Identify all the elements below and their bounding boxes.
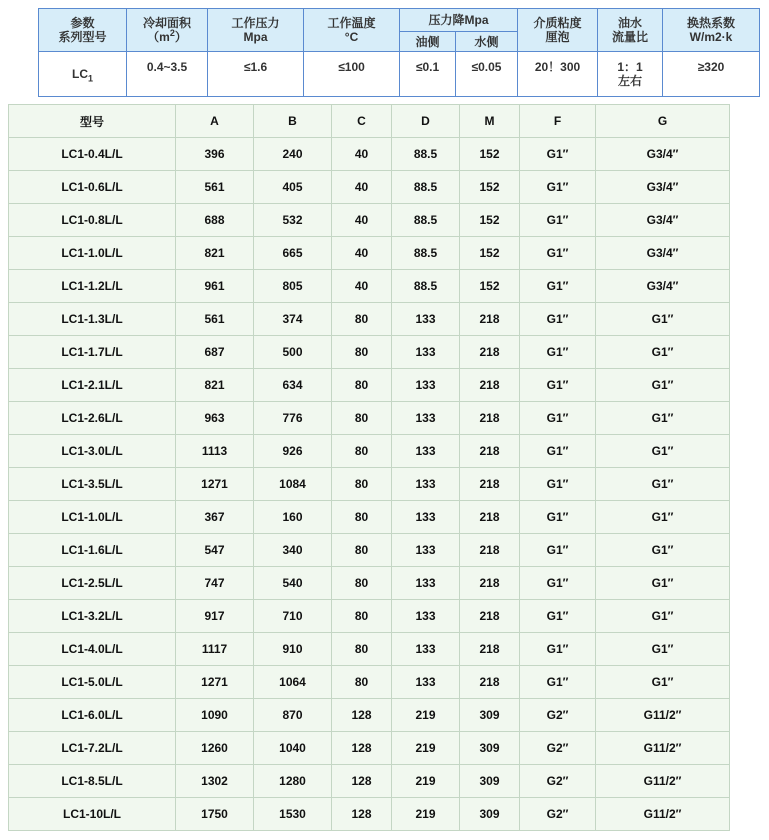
cell-a: 688 <box>176 204 254 237</box>
cell-a: 1260 <box>176 732 254 765</box>
cell-b: 374 <box>254 303 332 336</box>
cell-m: 218 <box>460 402 520 435</box>
spec-table <box>38 8 760 97</box>
cell-g: G1″ <box>596 633 730 666</box>
cell-c: 80 <box>332 534 392 567</box>
cell-d: 133 <box>392 600 460 633</box>
cell-d: 133 <box>392 633 460 666</box>
cell-m: 218 <box>460 336 520 369</box>
value-pressure: ≤1.6 <box>208 52 304 97</box>
header-oil-side: 油侧 <box>400 32 456 52</box>
header-viscosity: 介质粘度 厘泡 <box>518 9 598 52</box>
cell-m: 218 <box>460 303 520 336</box>
cell-f: G1″ <box>520 468 596 501</box>
cell-d: 88.5 <box>392 270 460 303</box>
cell-a: 1302 <box>176 765 254 798</box>
table-row <box>9 732 730 765</box>
cell-m: 218 <box>460 369 520 402</box>
cell-model: LC1-0.8L/L <box>9 204 176 237</box>
cell-c: 40 <box>332 171 392 204</box>
cell-f: G1″ <box>520 402 596 435</box>
cell-m: 218 <box>460 633 520 666</box>
cell-c: 80 <box>332 600 392 633</box>
cell-b: 1084 <box>254 468 332 501</box>
cell-g: G1″ <box>596 567 730 600</box>
dimension-table-body <box>9 138 730 831</box>
cell-g: G1″ <box>596 336 730 369</box>
cell-c: 80 <box>332 303 392 336</box>
cell-a: 821 <box>176 369 254 402</box>
cell-a: 1271 <box>176 666 254 699</box>
cell-d: 219 <box>392 798 460 831</box>
cell-b: 1530 <box>254 798 332 831</box>
cell-a: 561 <box>176 303 254 336</box>
cell-a: 1750 <box>176 798 254 831</box>
dimension-table <box>8 104 730 831</box>
cell-model: LC1-1.2L/L <box>9 270 176 303</box>
column-header-a: A <box>176 105 254 138</box>
cell-c: 128 <box>332 765 392 798</box>
table-row <box>9 171 730 204</box>
cell-model: LC1-6.0L/L <box>9 699 176 732</box>
cell-b: 532 <box>254 204 332 237</box>
cell-d: 133 <box>392 666 460 699</box>
cell-c: 80 <box>332 501 392 534</box>
value-heat-coefficient: ≥320 <box>663 52 760 97</box>
table-row <box>9 369 730 402</box>
cell-g: G1″ <box>596 303 730 336</box>
cell-d: 88.5 <box>392 237 460 270</box>
cell-d: 133 <box>392 369 460 402</box>
cell-f: G2″ <box>520 699 596 732</box>
cell-g: G11/2″ <box>596 732 730 765</box>
cell-f: G2″ <box>520 798 596 831</box>
cell-c: 80 <box>332 468 392 501</box>
header-heat-coefficient: 换热系数 W/m2·k <box>663 9 760 52</box>
column-header-c: C <box>332 105 392 138</box>
cell-a: 917 <box>176 600 254 633</box>
value-area: 0.4~3.5 <box>127 52 208 97</box>
value-model: $LC_1$ <box>39 52 127 97</box>
cell-m: 152 <box>460 237 520 270</box>
cell-d: 219 <box>392 699 460 732</box>
cell-model: LC1-3.2L/L <box>9 600 176 633</box>
cell-a: 961 <box>176 270 254 303</box>
cell-a: 547 <box>176 534 254 567</box>
table-row <box>9 666 730 699</box>
header-area: 冷却面积 $(m^2)$ <box>127 9 208 52</box>
cell-d: 133 <box>392 501 460 534</box>
cell-model: LC1-1.3L/L <box>9 303 176 336</box>
cell-d: 88.5 <box>392 138 460 171</box>
cell-f: G2″ <box>520 732 596 765</box>
cell-b: 405 <box>254 171 332 204</box>
cell-f: G1″ <box>520 237 596 270</box>
cell-f: G1″ <box>520 369 596 402</box>
cell-b: 1064 <box>254 666 332 699</box>
cell-d: 133 <box>392 303 460 336</box>
column-header-f: F <box>520 105 596 138</box>
cell-a: 1271 <box>176 468 254 501</box>
table-row <box>9 600 730 633</box>
header-flow-ratio: 油水 流量比 <box>598 9 663 52</box>
cell-c: 80 <box>332 666 392 699</box>
cell-a: 747 <box>176 567 254 600</box>
table-row <box>9 237 730 270</box>
table-row <box>9 798 730 831</box>
cell-g: G1″ <box>596 501 730 534</box>
cell-d: 133 <box>392 336 460 369</box>
cell-m: 218 <box>460 600 520 633</box>
table-row <box>9 402 730 435</box>
cell-g: G3/4″ <box>596 270 730 303</box>
cell-m: 218 <box>460 435 520 468</box>
cell-model: LC1-1.0L/L <box>9 237 176 270</box>
cell-m: 218 <box>460 666 520 699</box>
cell-d: 133 <box>392 468 460 501</box>
cell-model: LC1-1.0L/L <box>9 501 176 534</box>
cell-g: G3/4″ <box>596 204 730 237</box>
cell-f: G2″ <box>520 765 596 798</box>
cell-b: 926 <box>254 435 332 468</box>
value-water-drop: ≤0.05 <box>456 52 518 97</box>
cell-m: 218 <box>460 567 520 600</box>
cell-f: G1″ <box>520 666 596 699</box>
cell-f: G1″ <box>520 336 596 369</box>
cell-b: 540 <box>254 567 332 600</box>
cell-a: 821 <box>176 237 254 270</box>
cell-f: G1″ <box>520 303 596 336</box>
cell-f: G1″ <box>520 204 596 237</box>
cell-b: 1280 <box>254 765 332 798</box>
cell-c: 40 <box>332 204 392 237</box>
cell-g: G1″ <box>596 666 730 699</box>
cell-b: 665 <box>254 237 332 270</box>
cell-a: 1117 <box>176 633 254 666</box>
cell-b: 500 <box>254 336 332 369</box>
cell-model: LC1-0.6L/L <box>9 171 176 204</box>
cell-d: 133 <box>392 534 460 567</box>
cell-b: 340 <box>254 534 332 567</box>
dimension-header-row <box>9 105 730 138</box>
cell-b: 805 <box>254 270 332 303</box>
cell-f: G1″ <box>520 567 596 600</box>
cell-g: G11/2″ <box>596 765 730 798</box>
cell-a: 1113 <box>176 435 254 468</box>
cell-m: 218 <box>460 501 520 534</box>
cell-model: LC1-3.0L/L <box>9 435 176 468</box>
cell-g: G1″ <box>596 468 730 501</box>
table-row <box>9 435 730 468</box>
cell-m: 152 <box>460 171 520 204</box>
cell-model: LC1-5.0L/L <box>9 666 176 699</box>
cell-m: 152 <box>460 138 520 171</box>
cell-m: 309 <box>460 798 520 831</box>
cell-a: 396 <box>176 138 254 171</box>
value-viscosity: 20！300 <box>518 52 598 97</box>
cell-c: 80 <box>332 567 392 600</box>
cell-a: 687 <box>176 336 254 369</box>
cell-model: LC1-2.1L/L <box>9 369 176 402</box>
column-header-model: 型号 <box>9 105 176 138</box>
cell-model: LC1-4.0L/L <box>9 633 176 666</box>
cell-g: G1″ <box>596 402 730 435</box>
cell-g: G1″ <box>596 435 730 468</box>
spec-value-row <box>39 52 760 97</box>
table-row <box>9 567 730 600</box>
column-header-m: M <box>460 105 520 138</box>
cell-model: LC1-2.6L/L <box>9 402 176 435</box>
cell-m: 309 <box>460 699 520 732</box>
table-row <box>9 501 730 534</box>
cell-model: LC1-10L/L <box>9 798 176 831</box>
cell-model: LC1-1.7L/L <box>9 336 176 369</box>
cell-d: 133 <box>392 435 460 468</box>
header-pressure-drop: 压力降Mpa <box>400 9 518 32</box>
cell-b: 910 <box>254 633 332 666</box>
cell-a: 963 <box>176 402 254 435</box>
cell-m: 309 <box>460 765 520 798</box>
column-header-g: G <box>596 105 730 138</box>
cell-b: 634 <box>254 369 332 402</box>
cell-model: LC1-3.5L/L <box>9 468 176 501</box>
cell-model: LC1-8.5L/L <box>9 765 176 798</box>
spec-header-row <box>39 9 760 32</box>
cell-d: 219 <box>392 765 460 798</box>
cell-m: 218 <box>460 534 520 567</box>
cell-m: 152 <box>460 204 520 237</box>
cell-f: G1″ <box>520 534 596 567</box>
value-temperature: ≤100 <box>304 52 400 97</box>
column-header-d: D <box>392 105 460 138</box>
cell-d: 88.5 <box>392 204 460 237</box>
cell-f: G1″ <box>520 435 596 468</box>
cell-d: 133 <box>392 567 460 600</box>
table-row <box>9 633 730 666</box>
cell-d: 88.5 <box>392 171 460 204</box>
cell-f: G1″ <box>520 270 596 303</box>
cell-g: G11/2″ <box>596 699 730 732</box>
cell-b: 776 <box>254 402 332 435</box>
cell-c: 40 <box>332 138 392 171</box>
cell-c: 80 <box>332 369 392 402</box>
table-row <box>9 138 730 171</box>
table-row <box>9 468 730 501</box>
value-flow-ratio: 1：1 左右 <box>598 52 663 97</box>
cell-c: 40 <box>332 270 392 303</box>
cell-g: G11/2″ <box>596 798 730 831</box>
header-pressure: 工作压力 Mpa <box>208 9 304 52</box>
table-row <box>9 336 730 369</box>
cell-g: G3/4″ <box>596 171 730 204</box>
cell-model: LC1-2.5L/L <box>9 567 176 600</box>
header-temperature: 工作温度 °C <box>304 9 400 52</box>
cell-b: 1040 <box>254 732 332 765</box>
cell-m: 218 <box>460 468 520 501</box>
cell-g: G1″ <box>596 600 730 633</box>
column-header-b: B <box>254 105 332 138</box>
table-row <box>9 204 730 237</box>
cell-b: 240 <box>254 138 332 171</box>
table-row <box>9 699 730 732</box>
cell-g: G3/4″ <box>596 138 730 171</box>
cell-f: G1″ <box>520 600 596 633</box>
cell-model: LC1-0.4L/L <box>9 138 176 171</box>
cell-a: 561 <box>176 171 254 204</box>
cell-m: 152 <box>460 270 520 303</box>
table-row <box>9 270 730 303</box>
cell-f: G1″ <box>520 171 596 204</box>
cell-b: 870 <box>254 699 332 732</box>
cell-f: G1″ <box>520 633 596 666</box>
cell-c: 80 <box>332 402 392 435</box>
cell-g: G3/4″ <box>596 237 730 270</box>
header-water-side: 水侧 <box>456 32 518 52</box>
cell-d: 219 <box>392 732 460 765</box>
cell-c: 80 <box>332 435 392 468</box>
cell-c: 40 <box>332 237 392 270</box>
cell-f: G1″ <box>520 501 596 534</box>
cell-model: LC1-7.2L/L <box>9 732 176 765</box>
cell-c: 128 <box>332 732 392 765</box>
cell-c: 80 <box>332 336 392 369</box>
cell-c: 128 <box>332 699 392 732</box>
value-oil-drop: ≤0.1 <box>400 52 456 97</box>
cell-g: G1″ <box>596 534 730 567</box>
table-row <box>9 765 730 798</box>
cell-model: LC1-1.6L/L <box>9 534 176 567</box>
cell-b: 710 <box>254 600 332 633</box>
cell-c: 128 <box>332 798 392 831</box>
table-row <box>9 534 730 567</box>
cell-g: G1″ <box>596 369 730 402</box>
cell-c: 80 <box>332 633 392 666</box>
cell-b: 160 <box>254 501 332 534</box>
table-row <box>9 303 730 336</box>
cell-a: 1090 <box>176 699 254 732</box>
cell-m: 309 <box>460 732 520 765</box>
header-series: 参数 系列型号 <box>39 9 127 52</box>
cell-d: 133 <box>392 402 460 435</box>
cell-f: G1″ <box>520 138 596 171</box>
cell-a: 367 <box>176 501 254 534</box>
